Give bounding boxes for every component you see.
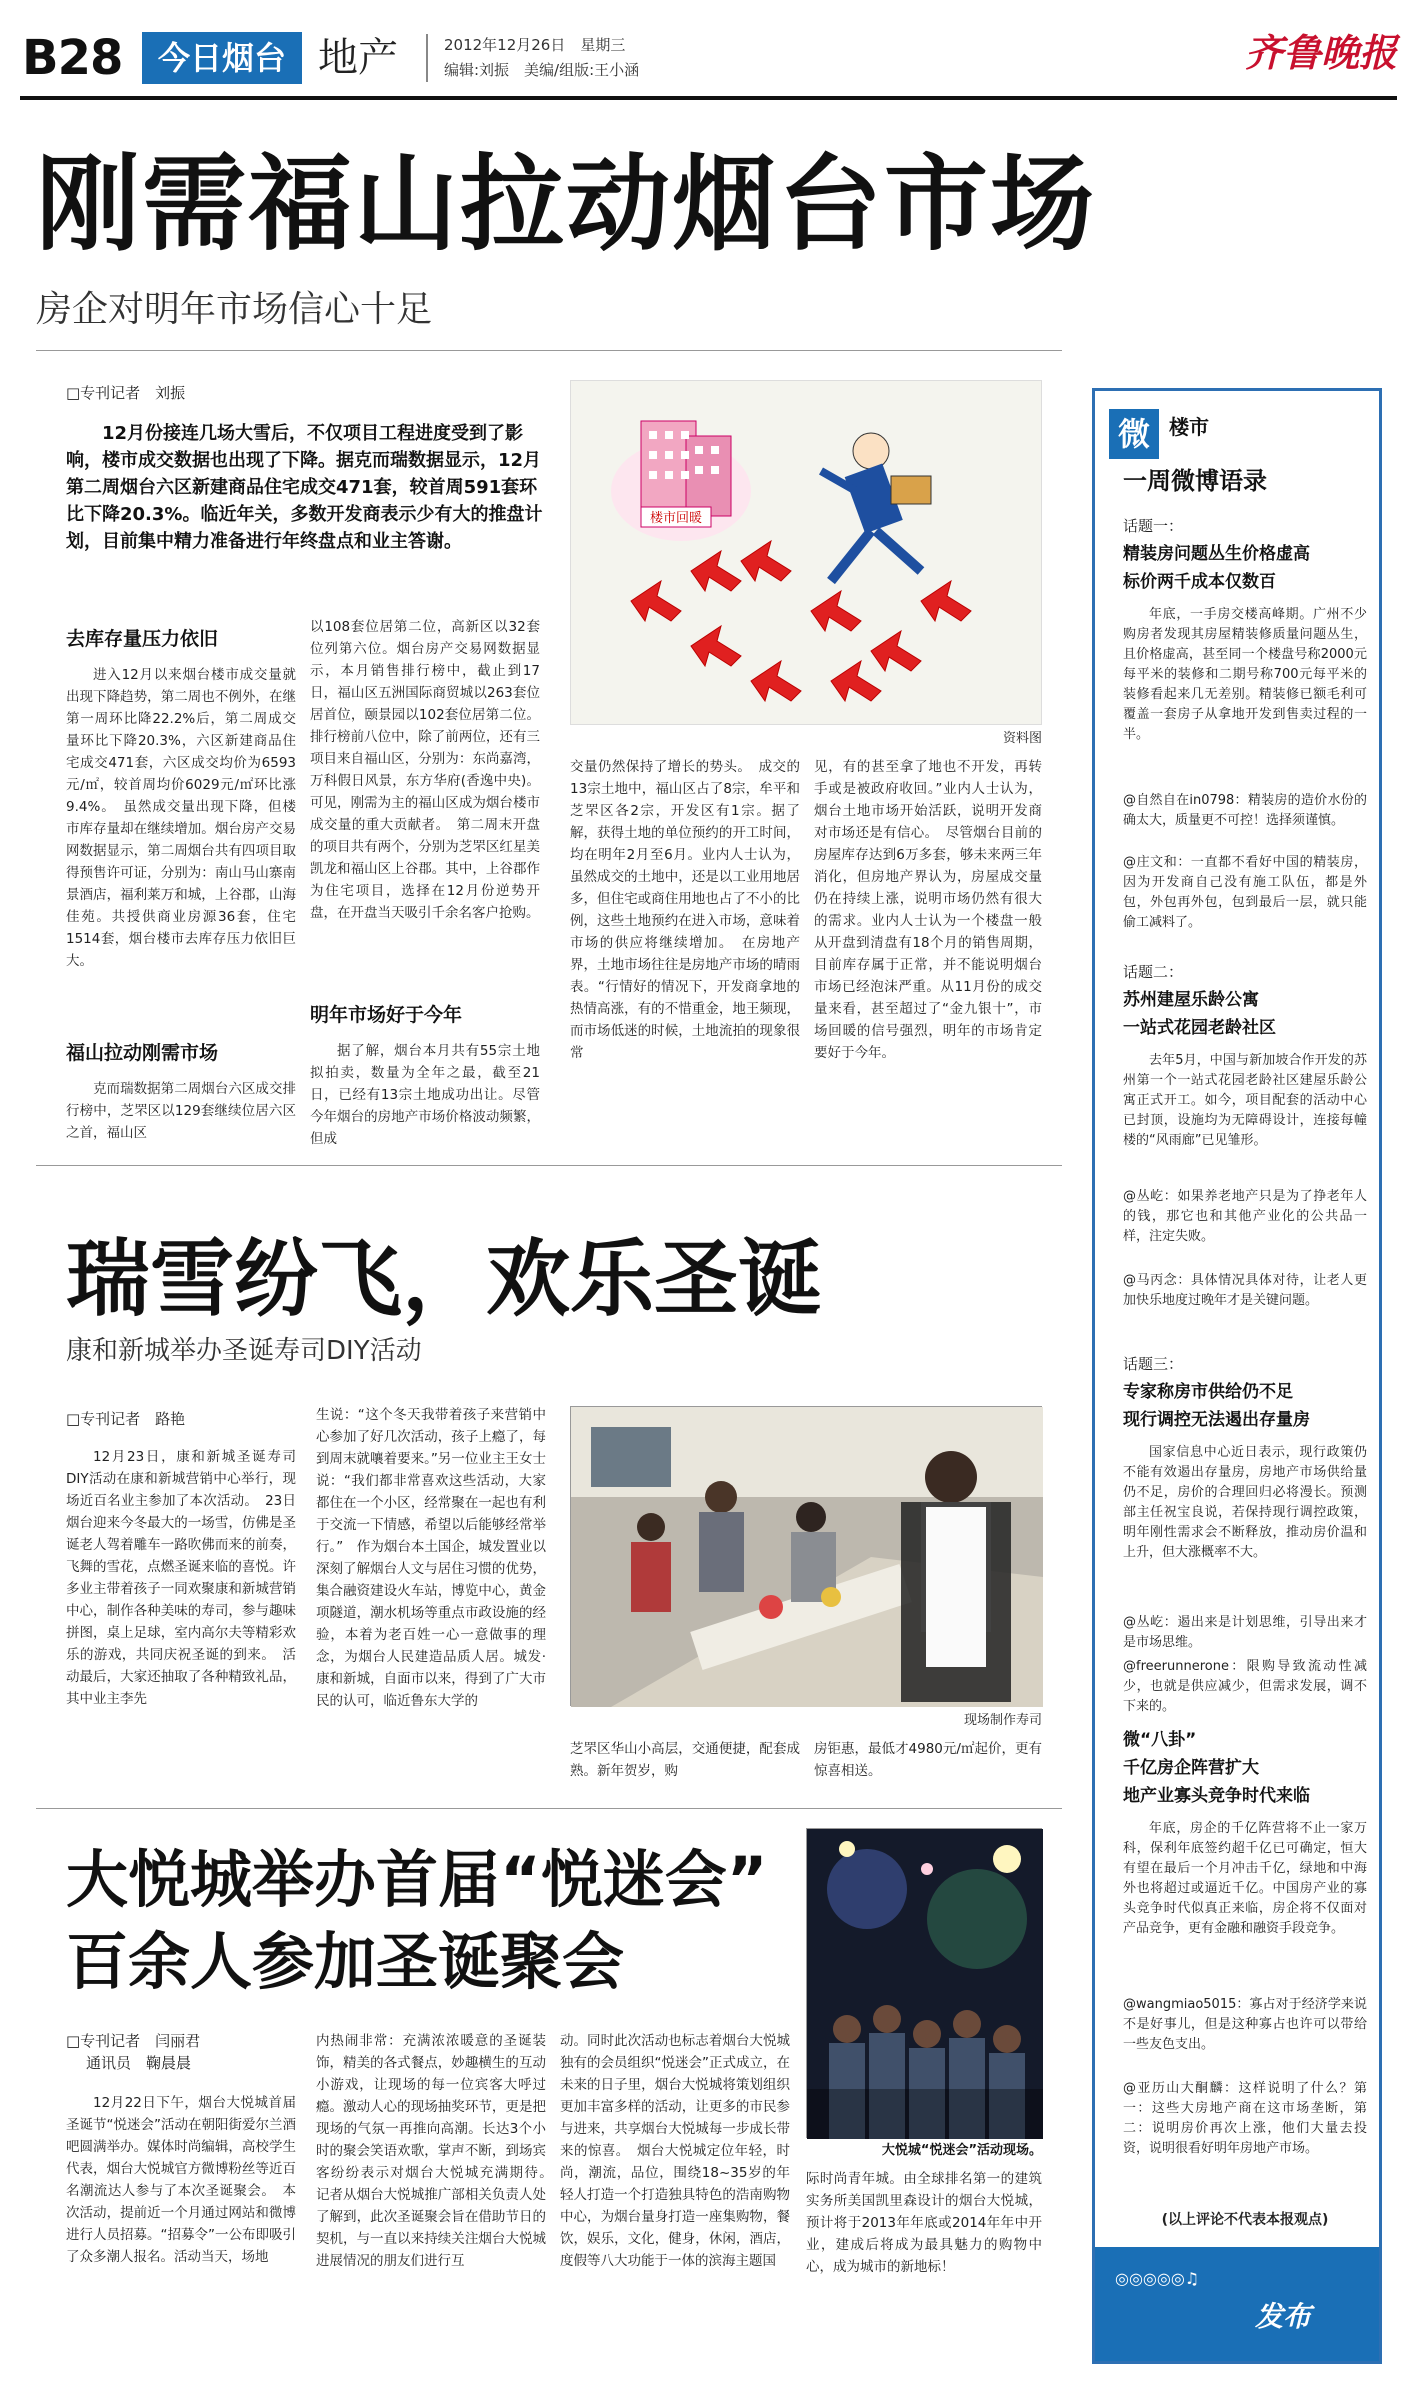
story1-rule — [36, 350, 1062, 351]
editor-credits: 编辑:刘振 美编/组版:王小涵 — [444, 61, 640, 79]
sidebar-footer-band — [1095, 2247, 1379, 2361]
section-name: 地产 — [318, 35, 398, 81]
topic3-label: 话题三： — [1123, 1355, 1184, 1373]
topic4-comment2: @亚历山大酮麟：这样说明了什么？第一：这些大房地产商在这市场垄断，第二：说明房价再次上涨，他们大量去投资，说明很看好明年房地产市场。 — [1123, 2081, 1367, 2156]
sidebar-disclaimer: (以上评论不代表本报观点) — [1161, 2212, 1329, 2228]
story1-sec3-title: 明年市场好于今年 — [310, 1004, 463, 1026]
story1-subheadline: 房企对明年市场信心十足 — [36, 289, 433, 330]
story3-byline-correspondent: 通讯员 鞠晨晨 — [86, 2054, 192, 2072]
topic1-body: 年底，一手房交楼高峰期。广州不少购房者发现其房屋精装修质量问题丛生，且价格虚高，甚至同一个楼盘号称2000元每平米的装修和二期号称700元每平米的装修看起来几无差别。精装修已额毛利可覆盖一套房子从拿地开发到售卖过程的一半。 — [1123, 607, 1367, 742]
topic1-comment2: @庄文和：一直都不看好中国的精装房，因为开发商自己没有施工队伍，都是外包，外包再外包，包到最后一层，就只能偷工减料了。 — [1123, 855, 1367, 930]
footer-icons: ◎◎◎◎◎♫ — [1115, 2269, 1200, 2288]
sushi-event-photo — [570, 1406, 1042, 1706]
story1-sec2-title: 福山拉动刚需市场 — [66, 1042, 219, 1064]
sushi-photo-graphic — [571, 1407, 1043, 1707]
story1-col3-body: 交量仍然保持了增长的势头。 成交的13宗土地中，福山区占了8宗，牟平和芝罘区各2宗，开发区有1宗。据了解，获得土地的单位预约的开工时间，均在明年2月至6月。业内人士认为，虽然成交的土地中，还是以工业用地居多，但住宅或商住用地也占了不小的比例，这些土地预约在进入市场，意味着市场的供应将继续增加。 在房地产界，土地市场往往是房地产市场的晴雨表。“行情好的情况下，开发商拿地的热情高涨，有的不惜重金，地王频现，而市场低迷的时候，土地流拍的现象很常 — [570, 759, 800, 1061]
story3-byline-reporter: □专刊记者 闫丽君 — [66, 2032, 201, 2050]
story1-col2-body: 以108套位居第二位，高新区以32套位列第六位。烟台房产交易网数据显示，本月销售排行榜中，截止到17日，福山区五洲国际商贸城以263套位居首位，颐景园以102套位居第二位。排行榜前八位中，除了前两位，还有三项目来自福山区，分别为：东尚嘉湾，万科假日风景，东方华府(香逸中央)。可见，刚需为主的福山区成为烟台楼市成交量的重大贡献者。 第二周末开盘的项目共有两个，分别为芝罘区红星美凯龙和福山区上谷郡。其中，上谷郡作为住宅项目，选择在12月份逆势开盘，在开盘当天吸引千余名客户抢购。 — [310, 619, 540, 921]
topic1-label: 话题一： — [1123, 517, 1184, 535]
topic2-comment2: @马丙念：具体情况具体对待，让老人更加快乐地度过晚年才是关键问题。 — [1123, 1273, 1367, 1308]
party-photo-graphic — [807, 1829, 1043, 2139]
topic4-title-b: 地产业寡头竞争时代来临 — [1123, 1786, 1310, 1806]
section-label: 今日烟台 — [142, 32, 302, 84]
issue-date: 2012年12月26日 星期三 — [444, 36, 626, 54]
newspaper-logo: 齐鲁晚报 — [1245, 30, 1398, 75]
topic1-title-b: 标价两千成本仅数百 — [1123, 572, 1276, 592]
weibo-sidebar — [1092, 388, 1382, 2364]
topic3-title-b: 现行调控无法遏出存量房 — [1123, 1410, 1310, 1430]
story1-col2b-body: 据了解，烟台本月共有55宗土地拟拍卖，数量为全年之最，截至21日，已经有13宗土地成功出让。尽管今年烟台的房地产市场价格波动频繁，但成 — [310, 1043, 540, 1147]
market-illustration — [570, 380, 1042, 725]
sushi-photo-caption: 现场制作寿司 — [963, 1713, 1042, 1728]
sidebar-tab: 微 — [1109, 409, 1159, 459]
story1-headline: 刚需福山拉动烟台市场 — [36, 143, 1097, 265]
sidebar-title: 一周微博语录 — [1123, 467, 1267, 495]
topic3-body: 国家信息中心近日表示，现行政策仍不能有效遏出存量房，房地产市场供给量仍不足，房价的合理回归必将漫长。预测部主任祝宝良说，若保持现行调控政策，明年刚性需求会不断释放，推动房价温和上升，但大涨概率不大。 — [1123, 1445, 1367, 1560]
story2-col1-body: 12月23日，康和新城圣诞寿司DIY活动在康和新城营销中心举行，现场近百名业主参加了本次活动。 23日烟台迎来今冬最大的一场雪，仿佛是圣诞老人驾着雕车一路吹佛而来的前奏，飞舞的雪花，点燃圣诞来临的喜悦。许多业主带着孩子一同欢聚康和新城营销中心，制作各种美味的寿司，参与趣味拼图，桌上足球，室内高尔夫等精彩欢乐的游戏，共同庆祝圣诞的到来。 活动最后，大家还抽取了各种精致礼品，其中业主李先 — [66, 1449, 296, 1707]
story2-col3-body: 芝罘区华山小高层，交通便捷，配套成熟。新年贺岁，购 — [570, 1741, 800, 1779]
story-divider-1 — [36, 1165, 1062, 1166]
story2-headline: 瑞雪纷飞，欢乐圣诞 — [66, 1230, 823, 1328]
story1-sec1-title: 去库存量压力依旧 — [66, 628, 219, 650]
topic2-title-a: 苏州建屋乐龄公寓 — [1123, 990, 1259, 1010]
topic2-title-b: 一站式花园老龄社区 — [1123, 1018, 1276, 1038]
topic1-comment1: @自然自在in0798：精装房的造价水份的确太大，质量更不可控！选择须谨慎。 — [1123, 793, 1367, 828]
story3-headline-line1: 大悦城举办首届“悦迷会” — [66, 1843, 768, 1916]
topic1-title-a: 精装房问题丛生价格虚高 — [1123, 544, 1310, 564]
story1-sec1-body: 进入12月以来烟台楼市成交量就出现下降趋势，第二周也不例外，在继第一周环比降22.2%后，第二周成交量环比下降20.3%，六区新建商品住宅成交471套，六区成交均价为6593元/㎡，较首周均价6029元/㎡环比涨9.4%。 虽然成交量出现下降，但楼市库存量却在继续增加。烟台房产交易网数据显示，第二周烟台共有四项目取得预售许可证，分别为：南山马山寨南景酒店，福利莱万和城，上谷郡，山海佳苑。共授供商业房源36套，住宅1514套，烟台楼市去库存压力依旧巨大。 — [66, 667, 296, 969]
page-number: B28 — [22, 30, 123, 86]
topic2-label: 话题二： — [1123, 963, 1184, 981]
topic4-label: 微“八卦” — [1123, 1730, 1197, 1750]
story1-col4-body: 见，有的甚至拿了地也不开发，再转手或是被政府收回。”业内人士认为，烟台土地市场开始活跃，说明开发商对市场还是有信心。 尽管烟台目前的房屋库存达到6万多套，够未来两三年消化，但房地产界认为，房屋成交量仍在持续上涨，说明市场仍然有很大的需求。业内人士认为一个楼盘一般从开盘到清盘有18个月的销售周期，目前库存属于正常，并不能说明烟台市场已经泡沫严重。从11月份的成交量来看，甚至超过了“金九银十”，市场回暖的信号强烈，明年的市场肯定要好于今年。 — [814, 759, 1042, 1061]
topic2-body: 去年5月，中国与新加坡合作开发的苏州第一个一站式花园老龄社区建屋乐龄公寓正式开工。如今，项目配套的活动中心已封顶，设施均为无障碍设计，连接每幢楼的“风雨廊”已见雏形。 — [1123, 1053, 1367, 1148]
story3-col1-body: 12月22日下午，烟台大悦城首届圣诞节“悦迷会”活动在朝阳街爱尔兰酒吧圆满举办。媒体时尚编辑，高校学生代表，烟台大悦城官方微博粉丝等近百名潮流达人参与了本次圣诞聚会。 本次活动，提前近一个月通过网站和微博进行人员招募。“招募令”一公布即吸引了众多潮人报名。活动当天，场地 — [66, 2095, 296, 2265]
page-header — [0, 0, 1417, 110]
story3-headline-line2: 百余人参加圣诞聚会 — [66, 1925, 625, 1998]
topic4-comment1: @wangmiao5015：寡占对于经济学来说不是好事儿，但是这种寡占也许可以带给一些友色支出。 — [1123, 1997, 1367, 2052]
sidebar-tab-suffix: 楼市 — [1169, 415, 1209, 439]
story-divider-2 — [36, 1808, 1062, 1809]
topic3-title-a: 专家称房市供给仍不足 — [1123, 1382, 1293, 1402]
topic3-comment1: @丛屹：遏出来是计划思维，引导出来才是市场思维。 — [1123, 1615, 1367, 1650]
party-photo-caption: 大悦城“悦迷会”活动现场。 — [881, 2143, 1042, 2158]
header-rule — [20, 96, 1397, 100]
story3-col2-body: 内热闹非常：充满浓浓暖意的圣诞装饰，精美的各式餐点，妙趣横生的互动小游戏，让现场的每一位宾客大呼过瘾。激动人心的现场抽奖环节，更是把现场的气氛一再推向高潮。长达3个小时的聚会笑语欢歌，掌声不断，到场宾客纷纷表示对烟台大悦城充满期待。 记者从烟台大悦城推广部相关负责人处了解到，此次圣诞聚会旨在借助节日的契机，与一直以来持续关注烟台大悦城进展情况的朋友们进行互 — [316, 2033, 560, 2269]
story2-col4-body: 房钜惠，最低才4980元/㎡起价，更有惊喜相送。 — [814, 1741, 1042, 1779]
topic4-body: 年底，房企的千亿阵营将不止一家万科，保利年底签约超千亿已可确定，恒大有望在最后一个月冲击千亿，绿地和中海外也将超过或逼近千亿。中国房产业的寡头竞争时代似真正来临，房企将不仅面对产品竞争，更有金融和融资手段竞争。 — [1123, 1821, 1367, 1936]
topic2-comment1: @丛屹：如果养老地产只是为了挣老年人的钱，那它也和其他产业化的公共品一样，注定失败。 — [1123, 1189, 1367, 1244]
story1-sec2-body: 克而瑞数据第二周烟台六区成交排行榜中，芝罘区以129套继续位居六区之首，福山区 — [66, 1081, 296, 1141]
story1-byline: □专刊记者 刘振 — [66, 384, 186, 402]
story3-col3-body: 动。同时此次活动也标志着烟台大悦城独有的会员组织“悦迷会”正式成立，在未来的日子里，烟台大悦城将策划组织更加丰富多样的活动，让更多的市民参与进来，共享烟台大悦城每一步成长带来的惊喜。 烟台大悦城定位年轻，时尚，潮流，品位，围绕18~35岁的年轻人打造一个打造独具特色的浩南购物中心，为烟台量身打造一座集购物，餐饮，娱乐，文化，健身，休闲，酒店，度假等八大功能于一体的滨海主题国 — [560, 2033, 790, 2269]
topic3-comment2: @freerunnerone：限购导致流动性减少，也就是供应减少，但需求发展，调不下来的。 — [1123, 1659, 1367, 1714]
story2-col2-body: 生说：“这个冬天我带着孩子来营销中心参加了好几次活动，孩子上瘾了，每到周末就嚷着要来。”另一位业主王女士说：“我们都非常喜欢这些活动，大家都住在一个小区，经常聚在一起也有利于交流一下情感，希望以后能够经常举行。” 作为烟台本土国企，城发置业以深刻了解烟台人文与居住习惯的优势，集合融资建设火车站，博览中心，黄金项隧道，潮水机场等重点市政设施的经验，本着为老百姓一心一意做事的理念，为烟台人民建造品质人居。城发·康和新城，自面市以来，得到了广大市民的认可，临近鲁东大学的 — [316, 1407, 546, 1709]
sidebar-footer-tag: 发布 — [1255, 2300, 1312, 2333]
illustration-caption: 资料图 — [1002, 731, 1042, 746]
header-divider — [426, 34, 428, 82]
party-event-photo — [806, 1828, 1042, 2138]
story1-lead: 12月份接连几场大雪后，不仅项目工程进度受到了影响，楼市成交数据也出现了下降。据克而瑞数据显示，12月第二周烟台六区新建商品住宅成交471套，较首周591套环比下降20.3%。临近年关，多数开发商表示少有大的推盘计划，目前集中精力准备进行年终盘点和业主答谢。 — [66, 423, 543, 552]
illustration-graphic — [571, 381, 1043, 726]
story3-col4-body: 际时尚青年城。由全球排名第一的建筑实务所美国凯里森设计的烟台大悦城，预计将于2013年年底或2014年年中开业，建成后将成为最具魅力的购物中心，成为城市的新地标！ — [806, 2171, 1042, 2275]
illustration-label: 楼市回暖 — [649, 511, 703, 526]
story2-byline: □专刊记者 路艳 — [66, 1410, 186, 1428]
story2-subheadline: 康和新城举办圣诞寿司DIY活动 — [66, 1336, 422, 1366]
topic4-title-a: 千亿房企阵营扩大 — [1123, 1758, 1259, 1778]
